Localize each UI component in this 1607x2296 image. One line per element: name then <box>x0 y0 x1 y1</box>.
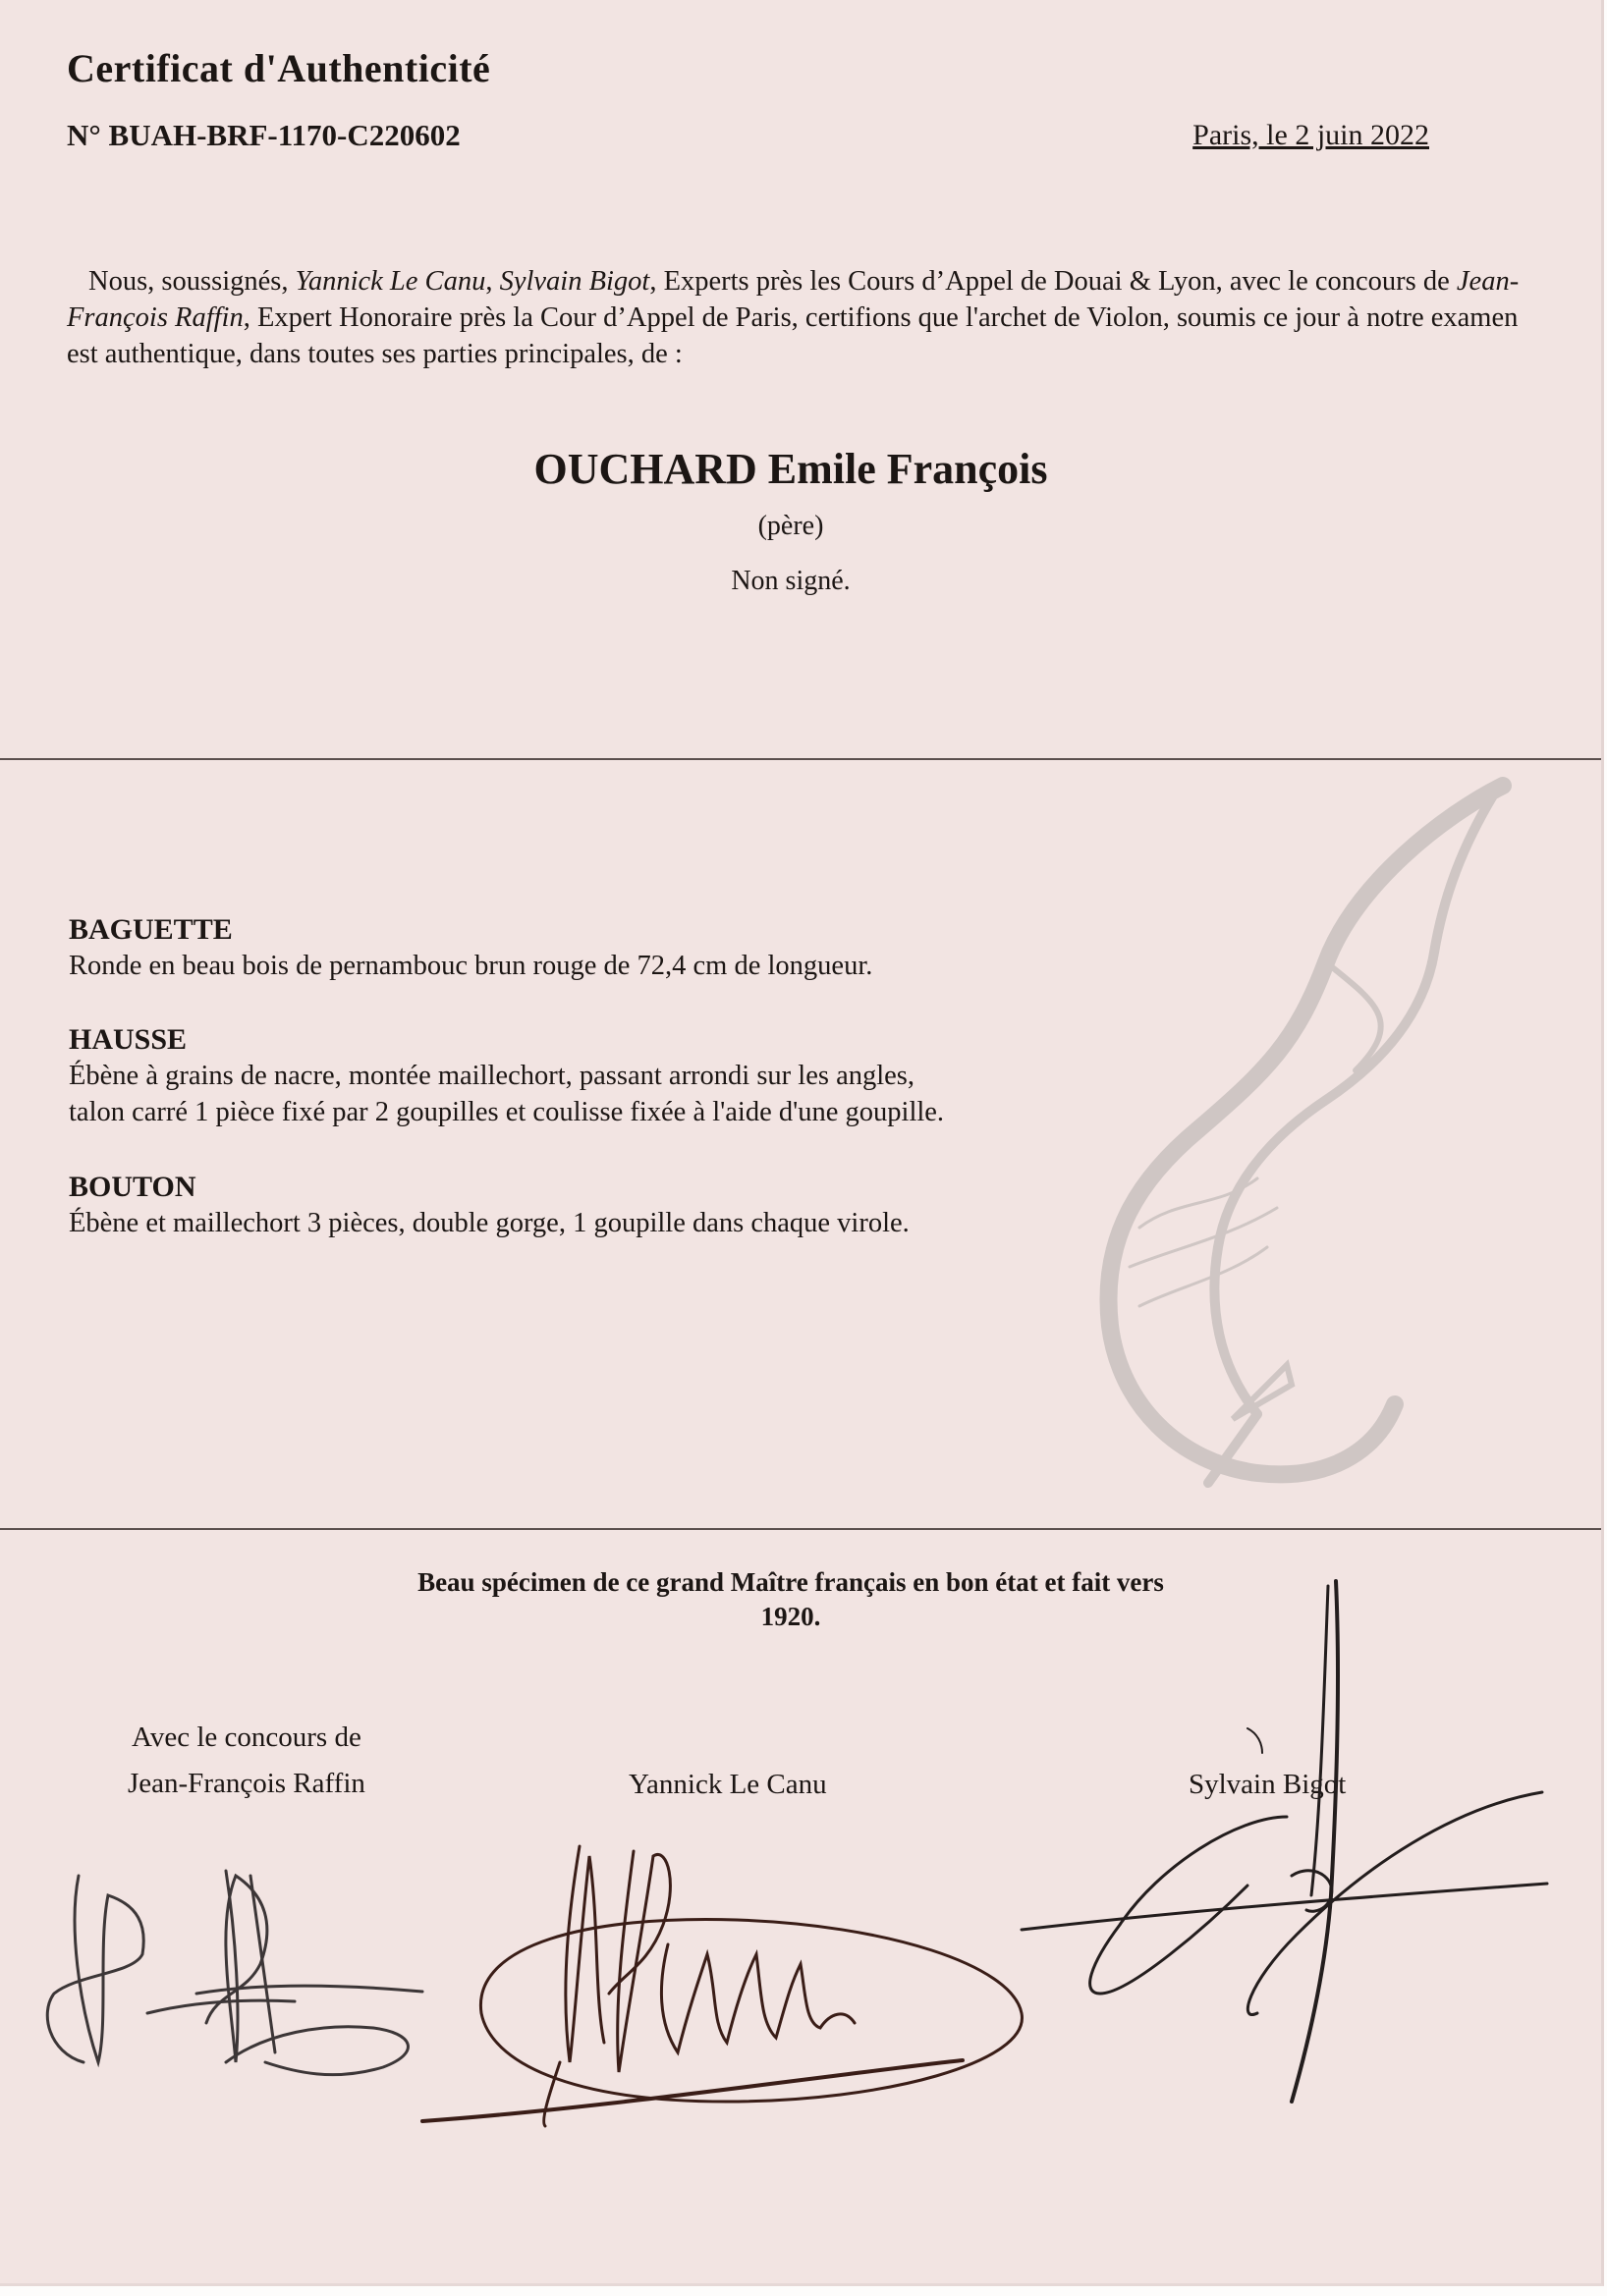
expert-name-bigot: Sylvain Bigot <box>499 266 650 297</box>
maker-qualifier: (père) <box>757 511 824 541</box>
intro-text-4: , Expert Honoraire près la Cour d’Appel de Paris, certifions que l'archet de Violon, soumis ce jour à notre examen est authentique, dans toutes ses parties principales, de : <box>67 302 1519 369</box>
conclusion-line-1: Beau spécimen de ce grand Maître français en bon état et fait vers <box>417 1567 1164 1597</box>
intro-text-2: , <box>485 266 500 297</box>
part-baguette-title: BAGUETTE <box>69 913 233 946</box>
certificate-number: N° BUAH-BRF-1170-C220602 <box>67 118 461 152</box>
part-hausse-description-line-2: talon carré 1 pièce fixé par 2 goupilles et coulisse fixée à l'aide d'une goupille. <box>69 1097 945 1127</box>
signature-label-lecanu: Yannick Le Canu <box>629 1769 827 1800</box>
signature-lecanu-icon <box>413 1827 1031 2131</box>
quill-watermark-icon <box>1031 776 1542 1522</box>
signature-label-raffin-line-1: Avec le concours de <box>132 1722 361 1753</box>
signature-raffin-icon <box>39 1866 442 2092</box>
maker-signature-status: Non signé. <box>731 566 851 596</box>
intro-text-1: Nous, soussignés, <box>88 266 296 297</box>
signature-label-raffin <box>128 1715 365 1807</box>
certificate-title: Certificat d'Authenticité <box>67 46 491 90</box>
part-baguette-description: Ronde en beau bois de pernambouc brun rouge de 72,4 cm de longueur. <box>69 951 873 981</box>
signature-bigot-icon <box>1012 1571 1591 2121</box>
intro-paragraph <box>67 263 1530 372</box>
intro-text-3: , Experts près les Cours d’Appel de Douai & Lyon, avec le concours de <box>649 266 1457 297</box>
part-bouton <box>69 1169 910 1241</box>
signature-label-raffin-line-2: Jean-François Raffin <box>128 1768 365 1799</box>
part-baguette <box>69 911 872 984</box>
part-bouton-description: Ébène et maillechort 3 pièces, double gorge, 1 goupille dans chaque virole. <box>69 1208 910 1238</box>
part-bouton-title: BOUTON <box>69 1171 196 1203</box>
expert-name-raffin: Jean-François Raffin <box>67 266 1520 333</box>
part-hausse-title: HAUSSE <box>69 1023 188 1056</box>
signature-label-bigot: Sylvain Bigot <box>1189 1769 1347 1800</box>
fold-line <box>0 758 1601 760</box>
part-hausse <box>69 1021 944 1130</box>
part-hausse-description-line-1: Ébène à grains de nacre, montée maillechort, passant arrondi sur les angles, <box>69 1061 915 1091</box>
fold-line <box>0 1528 1601 1530</box>
conclusion-line-2: 1920. <box>760 1602 821 1631</box>
maker-name: OUCHARD Emile François <box>533 445 1048 493</box>
place-date: Paris, le 2 juin 2022 <box>1192 119 1429 151</box>
expert-name-lecanu: Yannick Le Canu <box>295 266 486 297</box>
